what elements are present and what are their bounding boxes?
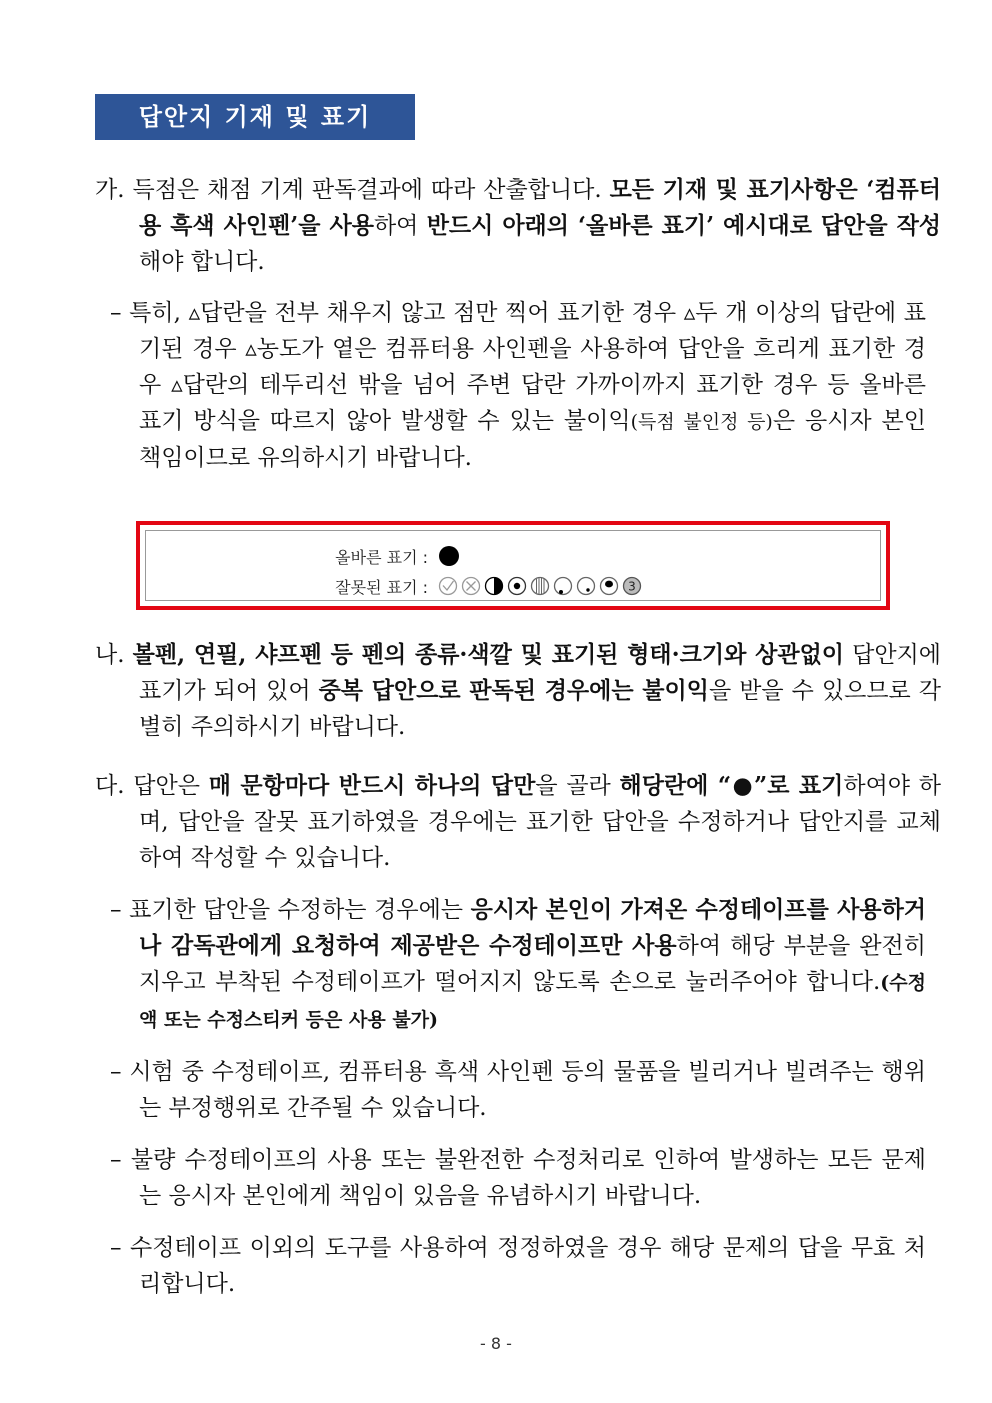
correct-label: 올바른 표기 :	[335, 547, 428, 567]
paragraph-da-sub4	[110, 1230, 926, 1302]
filled-circle-icon	[438, 545, 460, 567]
paragraph-da-sub3	[110, 1142, 926, 1214]
numeral-3-circle-icon	[622, 576, 642, 596]
text: 하여야 하며, 답안을 잘못 표기하였을 경우에는 표기한 답안을 수정하거나 답안지를 교체하여 작성할 수 있습니다.	[139, 773, 941, 871]
paragraph-ga	[95, 172, 941, 280]
partial-filled-circle-icon	[599, 576, 619, 596]
bold-small-text: (수정액 또는 수정스티커 등은 사용 불가)	[139, 972, 926, 1031]
half-filled-circle-icon	[484, 576, 504, 596]
text: – 표기한 답안을 수정하는 경우에는	[110, 897, 471, 923]
bold-text: 해당란에 “●”로 표기	[619, 772, 844, 799]
wrong-label: 잘못된 표기 :	[335, 577, 428, 597]
text: 다. 답안은	[95, 773, 209, 799]
numeral-3-text: 3	[628, 579, 636, 594]
paragraph-na	[95, 637, 941, 745]
bold-text: 모든 기재 및 표기사항은 ‘컴퓨터용 흑색 사인펜’을 사용	[139, 176, 941, 239]
bold-text: 매 문항마다 반드시 하나의 답만	[208, 772, 536, 799]
example-inner-frame	[145, 530, 881, 601]
dot-center-circle-icon	[507, 576, 527, 596]
text: 나.	[95, 642, 133, 668]
text: – 특히, ▵답란을 전부 채우지 않고 점만 찍어 표기한 경우 ▵두 개 이상의 답란에 표기된 경우 ▵농도가 옅은 컴퓨터용 사인펜을 사용하여 답안을 흐리게 표기한 경우 ▵답란의 테두리선 밖을 넘어 주변 답란 가까이까지 표기한 경우 등 올바른 표기 방식을 따르지 않아 발생할 수 있는 불이익	[110, 300, 926, 434]
text: 을 받을 수 있으므로 각별히 주의하시기 바랍니다.	[139, 678, 941, 740]
text: 을 골라	[535, 773, 620, 799]
text: – 불량 수정테이프의 사용 또는 불완전한 수정처리로 인하여 발생하는 모든 문제는 응시자 본인에게 책임이 있음을 유념하시기 바랍니다.	[110, 1147, 926, 1209]
striped-circle-icon	[530, 576, 550, 596]
correct-marking-row	[298, 541, 460, 571]
check-circle-icon	[438, 576, 458, 596]
paragraph-ga-sub	[110, 295, 926, 476]
text: – 수정테이프 이외의 도구를 사용하여 정정하였을 경우 해당 문제의 답을 무효 처리합니다.	[110, 1235, 926, 1297]
text: 하여	[373, 213, 427, 239]
bold-text: 반드시 아래의 ‘올바른 표기’ 예시대로 답안을 작성	[426, 212, 942, 239]
marking-example-box	[136, 521, 890, 610]
dot-bottom-right-circle-icon	[576, 576, 596, 596]
section-header: 답안지 기재 및 표기	[95, 94, 415, 140]
wrong-marking-row	[298, 571, 642, 601]
text: 은 응시자 본인 책임이므로 유의하시기 바랍니다.	[139, 408, 926, 471]
text: 답안지에 표기가 되어 있어	[139, 642, 942, 704]
bold-text: 응시자 본인이 가져온 수정테이프를 사용하거나 감독관에게 요청하여 제공받은 수정테이프만 사용	[139, 896, 927, 959]
bold-text: 볼펜, 연필, 샤프펜 등 펜의 종류·색깔 및 표기된 형태·크기와 상관없이	[132, 641, 845, 668]
page-number: - 8 -	[480, 1334, 512, 1353]
paragraph-da-sub2	[110, 1054, 926, 1126]
text: 해야 합니다.	[139, 249, 265, 275]
text: 가. 득점은 채점 기계 판독결과에 따라 산출합니다.	[95, 177, 610, 203]
dot-bottom-left-circle-icon	[553, 576, 573, 596]
small-text: (득점 불인정 등)	[630, 411, 773, 433]
text: – 시험 중 수정테이프, 컴퓨터용 흑색 사인펜 등의 물품을 빌리거나 빌려주는 행위는 부정행위로 간주될 수 있습니다.	[110, 1059, 926, 1121]
text: 하여 해당 부분을 완전히 지우고 부착된 수정테이프가 떨어지지 않도록 손으로 눌러주어야 합니다.	[139, 933, 926, 995]
bold-text: 중복 답안으로 판독된 경우에는 불이익	[318, 677, 709, 704]
paragraph-da	[95, 768, 941, 876]
x-circle-icon	[461, 576, 481, 596]
paragraph-da-sub1	[110, 892, 926, 1038]
